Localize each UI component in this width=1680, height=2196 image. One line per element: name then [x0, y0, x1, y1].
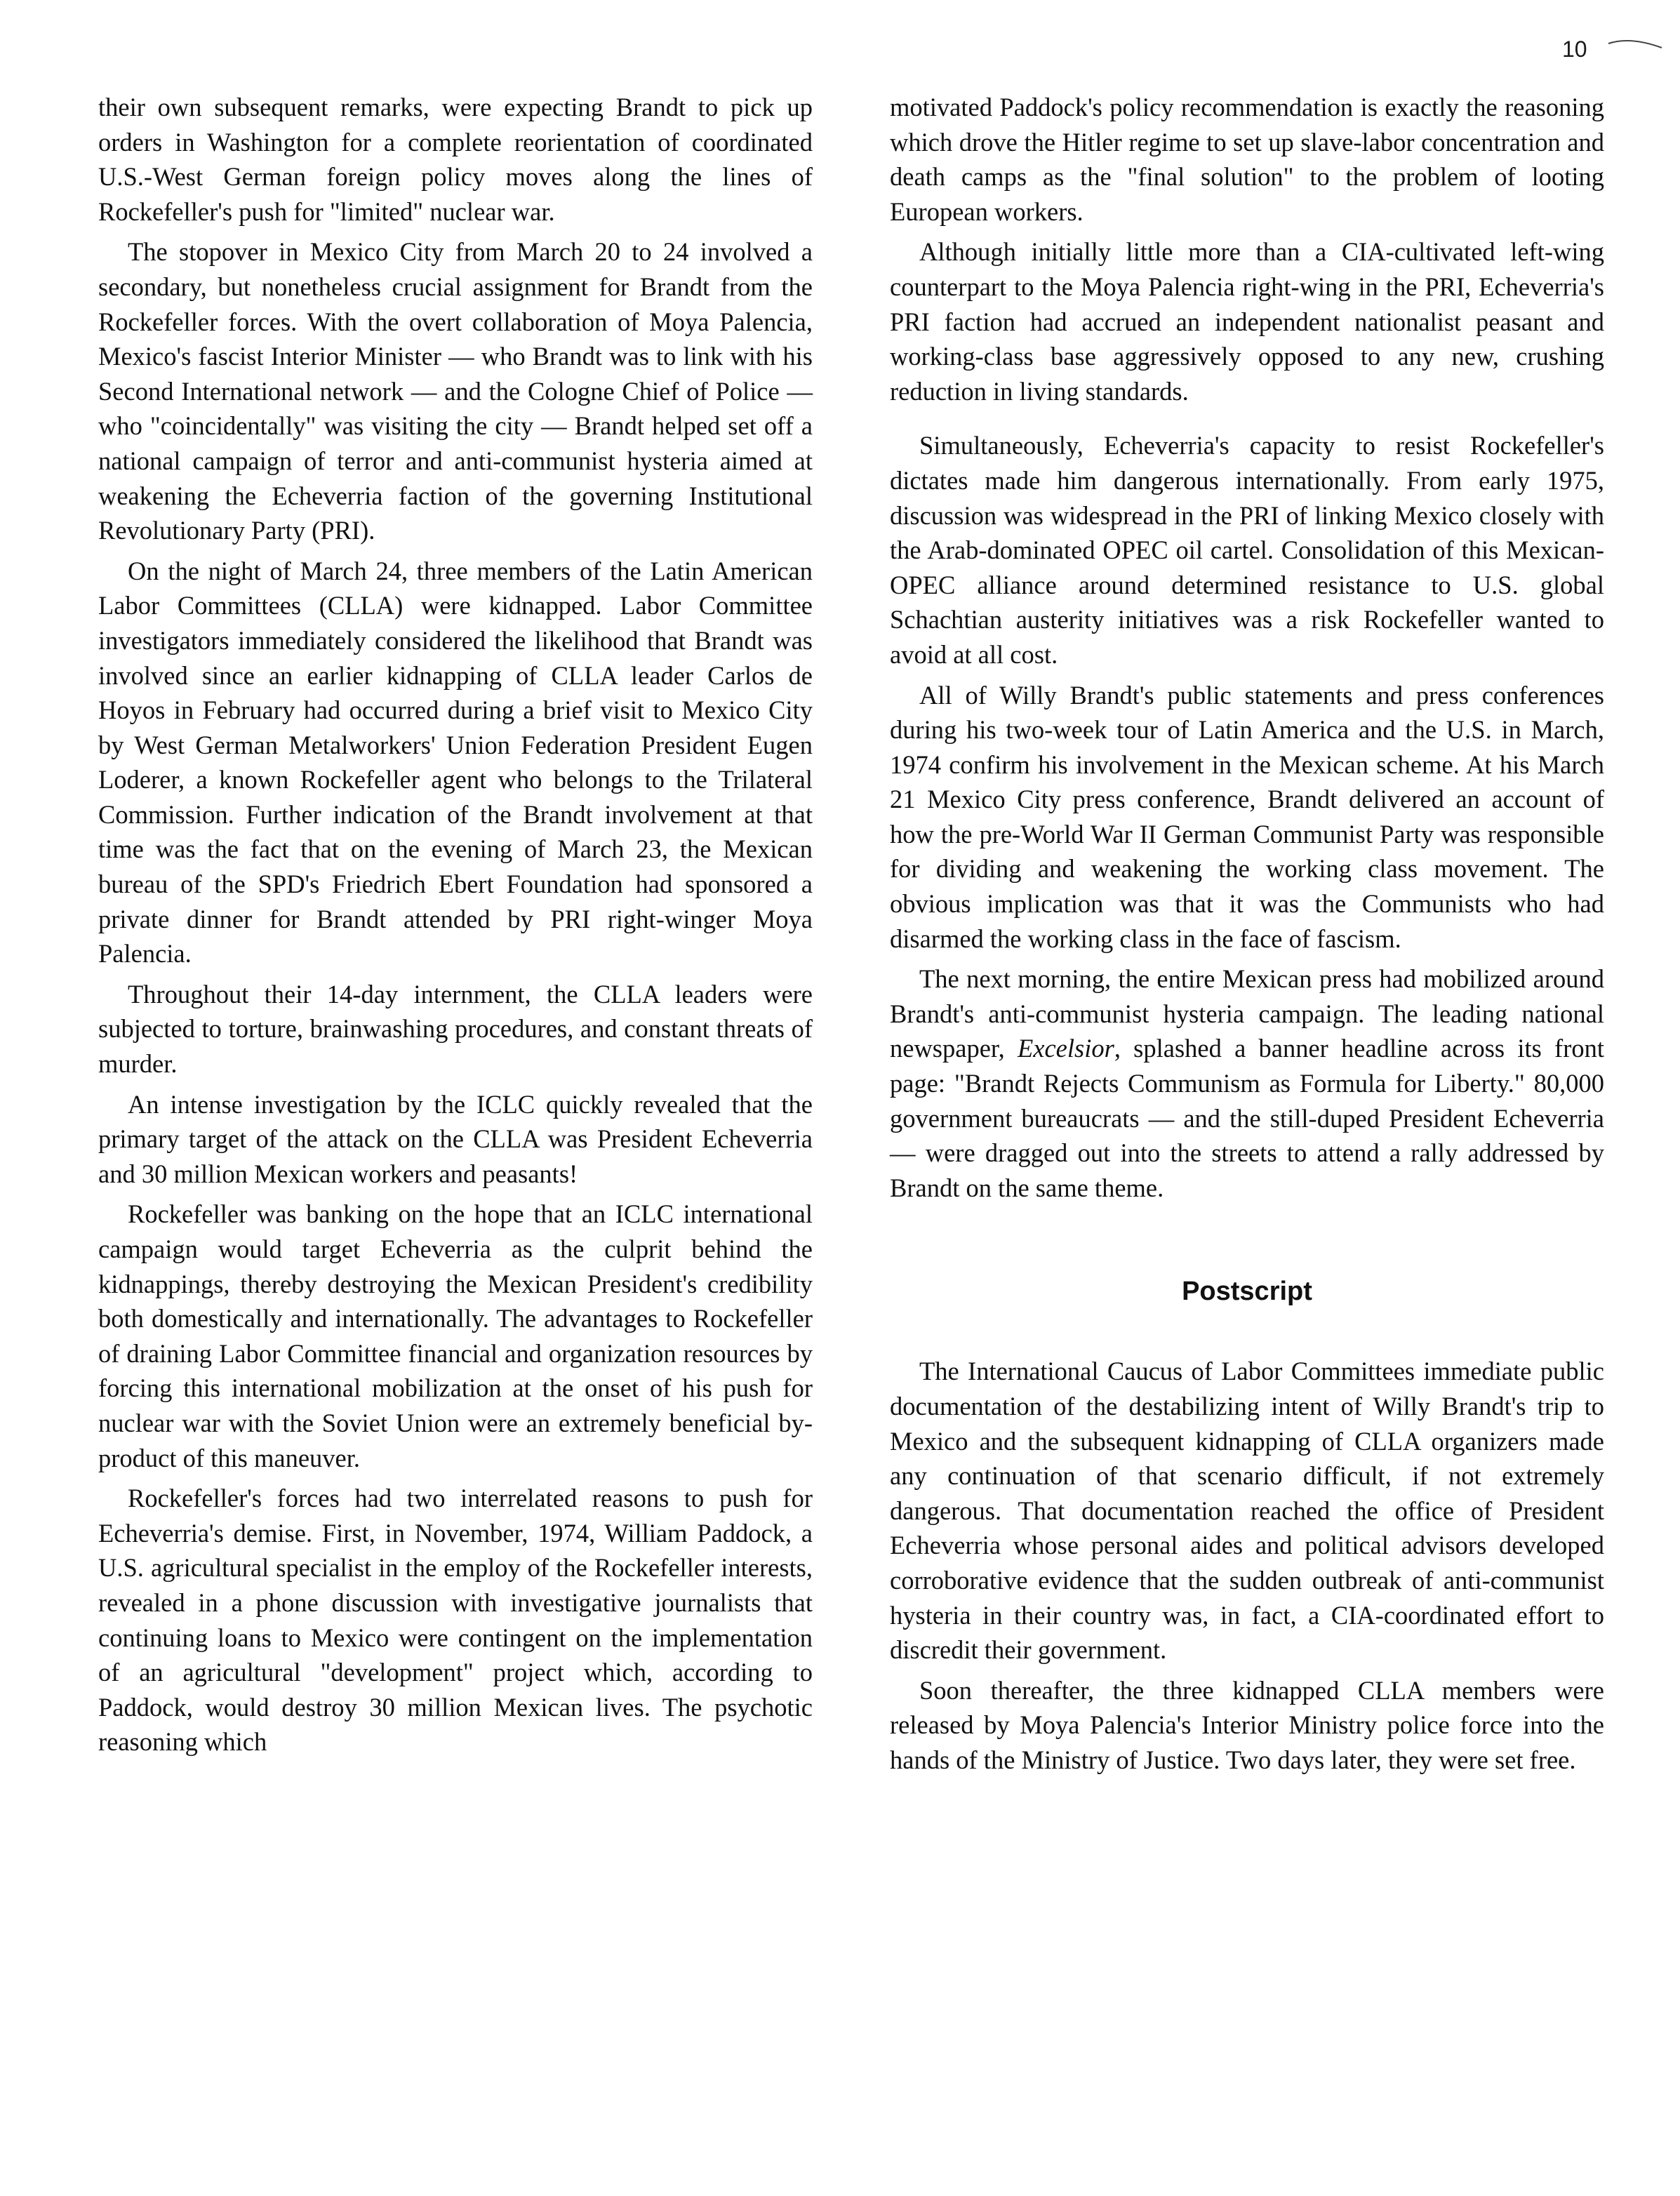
- press-paragraph-lead: The next morning, the entire Mexican press had mobilized around Brandt's anti-communist hysteria campaign. The leading national newspaper,: [890, 964, 1604, 1063]
- postscript-paragraph: The International Caucus of Labor Committees immediate public documentation of the destabilizing intent of Willy Brandt's trip to Mexico and the subsequent kidnapping of CLLA organizers made any continuation of that scenario difficult, if not extremely dangerous. That documentation reached the office of President Echeverria whose personal aides and political advisors developed corroborative evidence that the sudden outbreak of anti-communist hysteria in their country was, in fact, a CIA-coordinated effort to discredit their government.: [890, 1357, 1604, 1665]
- press-paragraph-rest: splashed a banner headline across its front page: "Brandt Rejects Communism as Formula for Liberty." 80,000 government bureaucrats — and the still-duped President Echeverria — were dragged out into the streets to attend a rally addressed by Brandt on the same theme.: [890, 1034, 1605, 1202]
- postscript-paragraph: Soon thereafter, the three kidnapped CLLA members were released by Moya Palencia's Interior Ministry police force into the hands of the Ministry of Justice. Two days later, they were set free.: [890, 1675, 1604, 1774]
- newspaper-name: Excelsior: [1017, 1034, 1114, 1063]
- article-paragraph: their own subsequent remarks, were expecting Brandt to pick up orders in Washington for a complete reorientation of coordinated U.S.-West German foreign policy moves along the lines of Rockefeller's push for "limited" nuclear war.: [98, 93, 813, 226]
- corner-scan-mark: [1607, 38, 1663, 52]
- postscript-heading: Postscript: [1182, 1277, 1312, 1307]
- left-column: [98, 90, 813, 1765]
- article-paragraph: The stopover in Mexico City from March 20 to 24 involved a secondary, but nonetheless crucial assignment for Brandt from the Rockefeller forces. With the overt collaboration of Moya Palencia, Mexico's fascist Interior Minister — who Brandt was to link with his Second International network — and the Cologne Chief of Police — who "coincidentally" was visiting the city — Brandt helped set off a national campaign of terror and anti-communist hysteria aimed at weakening the Echeverria faction of the governing Institutional Revolutionary Party (PRI).: [98, 237, 813, 545]
- article-paragraph: Rockefeller was banking on the hope that an ICLC international campaign would target Echeverria as the culprit behind the kidnappings, thereby destroying the Mexican President's credibility both domestically and internationally. The advantages to Rockefeller of draining Labor Committee financial and organization resources by forcing this international mobilization at the onset of his push for nuclear war with the Soviet Union were an extremely beneficial by-product of this maneuver.: [98, 1199, 813, 1472]
- page-number: 10: [1562, 36, 1587, 62]
- right-column: [890, 90, 1604, 1783]
- article-paragraph: Simultaneously, Echeverria's capacity to resist Rockefeller's dictates made him dangerous internationally. From early 1975, discussion was widespread in the PRI of linking Mexico closely with the Arab-dominated OPEC oil cartel. Consolidation of this Mexican-OPEC alliance around determined resistance to U.S. global Schachtian austerity initiatives was a risk Rockefeller wanted to avoid at all cost.: [890, 431, 1604, 669]
- article-paragraph-press: The next morning, the entire Mexican press had mobilized around Brandt's anti-communist hysteria campaign. The leading national newspaper, Excelsior, splashed a banner headline across its front page: "Brandt Rejects Communism as Formula for Liberty." 80,000 government bureaucrats — and the still-duped President Echeverria — were dragged out into the streets to attend a rally addressed by Brandt on the same theme.: [890, 964, 1605, 1202]
- postscript-heading-block: [890, 1211, 1604, 1354]
- article-paragraph: An intense investigation by the ICLC quickly revealed that the primary target of the attack on the CLLA was President Echeverria and 30 million Mexican workers and peasants!: [98, 1089, 813, 1188]
- article-paragraph: On the night of March 24, three members of the Latin American Labor Committees (CLLA) were kidnapped. Labor Committee investigators immediately considered the likelihood that Brandt was involved since an earlier kidnapping of CLLA leader Carlos de Hoyos in February had occurred during a brief visit to Mexico City by West German Metalworkers' Union Federation President Eugen Loderer, a known Rockefeller agent who belongs to the Trilateral Commission. Further indication of the Brandt involvement at that time was the fact that on the evening of March 23, the Mexican bureau of the SPD's Friedrich Ebert Foundation had sponsored a private dinner for Brandt attended by PRI right-winger Moya Palencia.: [98, 556, 813, 969]
- article-paragraph: Throughout their 14-day internment, the CLLA leaders were subjected to torture, brainwashing procedures, and constant threats of murder.: [98, 979, 813, 1079]
- paragraph-gap: [890, 414, 1604, 428]
- article-paragraph: Rockefeller's forces had two interrelated reasons to push for Echeverria's demise. First, in November, 1974, William Paddock, a U.S. agricultural specialist in the employ of the Rockefeller interests, revealed in a phone discussion with investigative journalists that continuing loans to Mexico were contingent on the implementation of an agricultural "development" project which, according to Paddock, would destroy 30 million Mexican lives. The psychotic reasoning which: [98, 1484, 813, 1757]
- article-paragraph: All of Willy Brandt's public statements and press conferences during his two-week tour of Latin America and the U.S. in March, 1974 confirm his involvement in the Mexican scheme. At his March 21 Mexico City press conference, Brandt delivered an account of how the pre-World War II German Communist Party was responsible for dividing and weakening the working class movement. The obvious implication was that it was the Communists who had disarmed the working class in the face of fascism.: [890, 680, 1604, 953]
- article-paragraph: Although initially little more than a CIA-cultivated left-wing counterpart to the Moya Palencia right-wing in the PRI, Echeverria's PRI faction had accrued an independent nationalist peasant and working-class base aggressively opposed to any new, crushing reduction in living standards.: [890, 237, 1604, 406]
- article-paragraph: motivated Paddock's policy recommendation is exactly the reasoning which drove the Hitler regime to set up slave-labor concentration and death camps as the "final solution" to the problem of looting European workers.: [890, 93, 1604, 226]
